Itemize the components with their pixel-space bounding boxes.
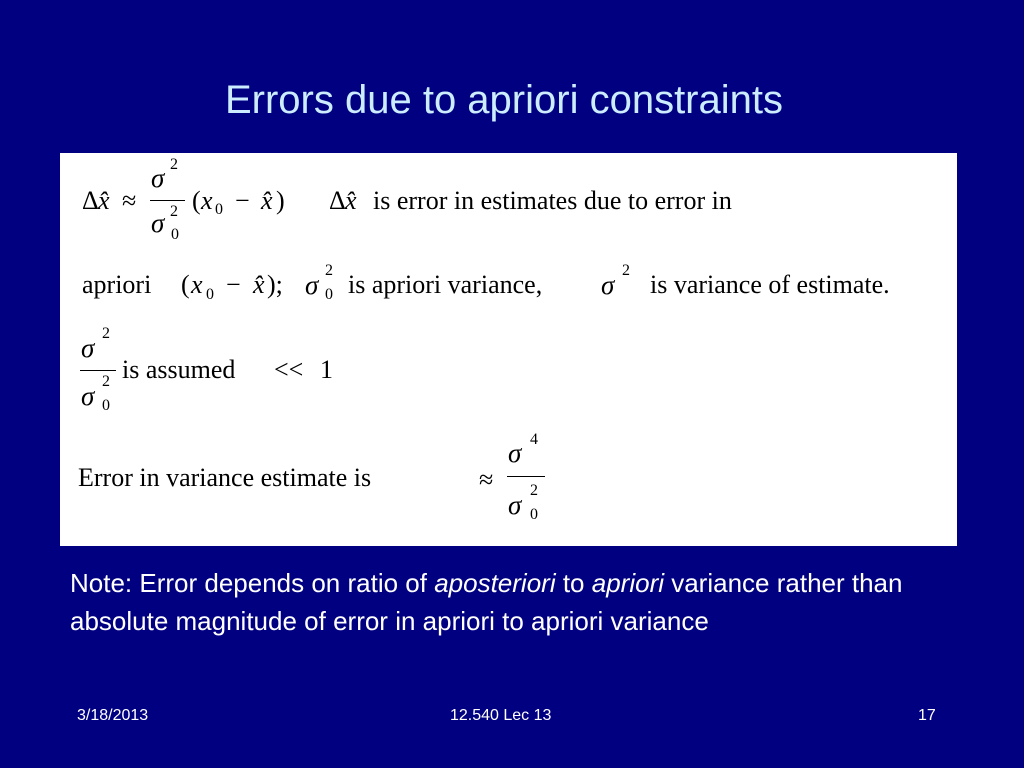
footer-page-number: 17: [918, 707, 936, 724]
note-apriori: apriori: [591, 568, 664, 598]
x-variable: x: [201, 186, 213, 215]
close-paren: ): [276, 186, 285, 215]
open-paren: (: [181, 270, 190, 299]
exponent-4: 4: [530, 431, 538, 448]
subscript-0: 0: [206, 286, 214, 303]
line2-description-1: is apriori variance,: [348, 270, 543, 299]
delta-symbol: Δ: [82, 186, 99, 215]
exponent-2: 2: [170, 203, 178, 220]
note-text: variance rather than absolute magnitude of error in apriori to apriori variance: [70, 568, 903, 636]
exponent-2: 2: [622, 262, 630, 279]
exponent-2: 2: [170, 156, 178, 173]
footer-date: 3/18/2013: [77, 707, 149, 724]
minus-symbol: −: [235, 186, 250, 215]
subscript-0: 0: [171, 226, 179, 243]
x-variable: x: [191, 270, 203, 299]
x-hat: x̂: [261, 186, 273, 215]
subscript-0: 0: [102, 397, 110, 414]
note-text: Note: Error depends on ratio of: [70, 568, 435, 598]
fraction-line: [150, 200, 185, 201]
sigma-symbol: σ: [81, 333, 95, 363]
open-paren: (: [192, 186, 201, 215]
sigma-symbol: σ: [508, 490, 522, 520]
minus-symbol: −: [226, 270, 241, 299]
line1-description: is error in estimates due to error in: [373, 186, 732, 215]
x-hat: x̂: [345, 186, 357, 215]
exponent-2: 2: [325, 262, 333, 279]
variance-estimate-text: Error in variance estimate is: [78, 463, 372, 492]
sigma-symbol: σ: [151, 208, 165, 238]
one-value: 1: [320, 355, 333, 384]
apriori-word: apriori: [82, 270, 152, 299]
exponent-2: 2: [530, 482, 538, 499]
subscript-0: 0: [215, 201, 223, 218]
sigma-symbol: σ: [151, 163, 165, 193]
delta-symbol: Δ: [329, 186, 346, 215]
note-paragraph: [70, 564, 970, 640]
assumed-text: is assumed: [122, 355, 236, 384]
fraction-line: [80, 370, 116, 371]
exponent-2: 2: [102, 325, 110, 342]
subscript-0: 0: [325, 286, 333, 303]
sigma-symbol: σ: [601, 270, 615, 300]
equation-box: [60, 153, 957, 546]
note-aposteriori: aposteriori: [434, 568, 556, 598]
line2-description-2: is variance of estimate.: [650, 270, 890, 299]
exponent-2: 2: [102, 373, 110, 390]
sigma-symbol: σ: [81, 381, 95, 411]
approx-symbol: ≈: [479, 465, 494, 494]
subscript-0: 0: [530, 506, 538, 523]
x-hat: x̂: [98, 186, 110, 215]
x-hat: x̂: [253, 270, 265, 299]
note-text: to: [555, 568, 592, 598]
footer-course: 12.540 Lec 13: [450, 707, 552, 724]
sigma-symbol: σ: [508, 438, 522, 468]
sigma-symbol: σ: [305, 270, 319, 300]
slide-title: Errors due to apriori constraints: [224, 78, 783, 122]
approx-symbol: ≈: [122, 186, 137, 215]
much-less-symbol: <<: [274, 355, 304, 384]
close-paren-semicolon: );: [267, 270, 283, 299]
fraction-line: [507, 476, 545, 477]
